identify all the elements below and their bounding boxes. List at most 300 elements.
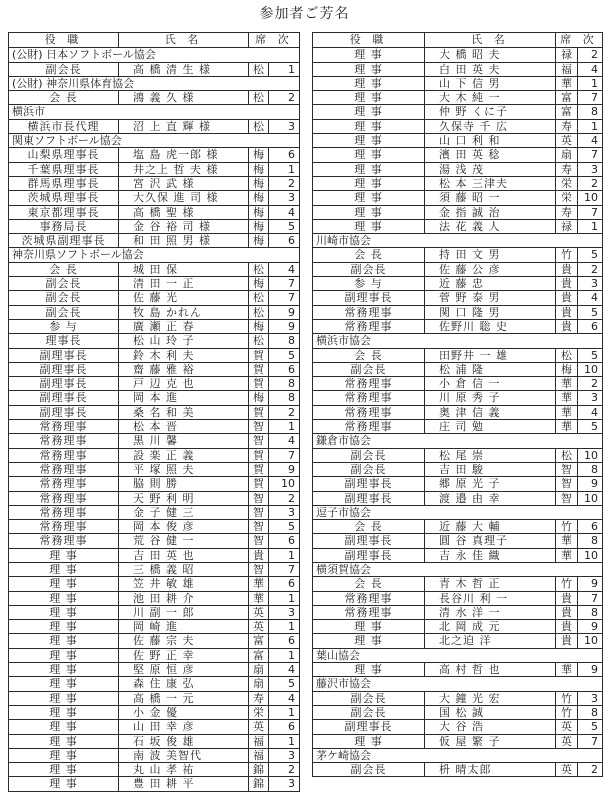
participant-row xyxy=(9,676,299,690)
role-cell: 副理事長 xyxy=(9,363,119,376)
participant-row xyxy=(313,62,602,76)
participant-row xyxy=(9,505,299,519)
name-cell: 法 花 義 人 xyxy=(425,220,556,233)
seat-cell: 貴 xyxy=(556,291,578,304)
role-cell: 副理事長 xyxy=(9,377,119,390)
seat-number-cell: 3 xyxy=(288,191,295,205)
role-cell: 常務理事 xyxy=(313,420,425,433)
role-cell: 常務理事 xyxy=(313,320,425,333)
seat-number-cell: 7 xyxy=(591,205,598,219)
seat-cell: 貴 xyxy=(249,549,269,562)
seat-number-cell: 7 xyxy=(591,91,598,105)
role-cell: 東京都理事長 xyxy=(9,206,119,219)
name-cell: 松 本 晋 xyxy=(119,420,249,433)
seat-number-cell: 1 xyxy=(288,62,295,76)
seat-cell: 松 xyxy=(556,349,578,362)
seat-number-cell: 1 xyxy=(591,119,598,133)
participant-row xyxy=(313,734,602,748)
role-cell: 理 事 xyxy=(313,620,425,633)
seat-cell: 華 xyxy=(556,420,578,433)
role-cell: 会 長 xyxy=(313,577,425,590)
participant-row xyxy=(9,233,299,247)
participant-row xyxy=(313,719,602,733)
name-cell: 佐 藤 公 彦 xyxy=(425,263,556,276)
seat-cell: 華 xyxy=(556,549,578,562)
seat-cell: 松 xyxy=(249,91,269,104)
participant-row xyxy=(9,448,299,462)
role-cell: 千葉県理事長 xyxy=(9,163,119,176)
seat-number-cell: 6 xyxy=(288,362,295,376)
group-name: 茅ケ崎協会 xyxy=(316,748,371,762)
name-cell: 平 塚 照 夫 xyxy=(119,463,249,476)
participant-row xyxy=(9,548,299,562)
name-cell: 佐 野 正 幸 xyxy=(119,649,249,662)
participant-row xyxy=(9,290,299,304)
role-cell: 常務理事 xyxy=(9,449,119,462)
name-cell: 金 指 誠 治 xyxy=(425,206,556,219)
name-cell: 荒 谷 健 一 xyxy=(119,534,249,547)
role-cell: 参 与 xyxy=(313,277,425,290)
participant-row xyxy=(9,719,299,733)
participant-row xyxy=(9,62,299,76)
name-cell: 鈴 木 利 夫 xyxy=(119,349,249,362)
participant-row xyxy=(313,476,602,490)
seat-number-cell: 2 xyxy=(288,491,295,505)
seat-cell: 禄 xyxy=(556,220,578,233)
name-cell: 岡 崎 進 xyxy=(119,620,249,633)
seat-number-cell: 9 xyxy=(288,462,295,476)
participant-row xyxy=(9,333,299,347)
participant-row xyxy=(313,190,602,204)
name-cell: 吉 永 佳 織 xyxy=(425,549,556,562)
name-cell: 高 橋 一 元 xyxy=(119,692,249,705)
seat-number-cell: 2 xyxy=(288,91,295,105)
seat-number-cell: 6 xyxy=(288,148,295,162)
name-cell: 松 山 玲 子 xyxy=(119,334,249,347)
name-cell: 川 原 秀 子 xyxy=(425,391,556,404)
seat-cell: 貴 xyxy=(556,277,578,290)
name-cell: 川 副 一 郎 xyxy=(119,606,249,619)
participant-row xyxy=(9,319,299,333)
role-cell: 茨城県副理事長 xyxy=(9,234,119,247)
participant-row xyxy=(9,176,299,190)
name-cell: 須 藤 昭 一 xyxy=(425,191,556,204)
name-cell: 小 金 優 xyxy=(119,706,249,719)
seat-number-cell: 9 xyxy=(288,319,295,333)
name-cell: 大 鐘 光 宏 xyxy=(425,692,556,705)
header-name: 氏 名 xyxy=(425,33,556,47)
participant-row xyxy=(9,591,299,605)
participant-row xyxy=(9,390,299,404)
seat-cell: 賀 xyxy=(249,477,269,490)
participant-row xyxy=(9,348,299,362)
group-name: 横須賀協会 xyxy=(316,562,371,576)
participant-row xyxy=(313,290,602,304)
name-cell: 宮 沢 武 様 xyxy=(119,177,249,190)
participant-row xyxy=(313,633,602,647)
participant-row xyxy=(313,119,602,133)
seat-cell: 貴 xyxy=(556,592,578,605)
role-cell: 茨城県理事長 xyxy=(9,191,119,204)
participant-row xyxy=(9,262,299,276)
seat-number-cell: 5 xyxy=(591,420,598,434)
participant-row xyxy=(9,462,299,476)
name-cell: 設 楽 正 義 xyxy=(119,449,249,462)
seat-number-cell: 3 xyxy=(591,162,598,176)
seat-number-cell: 6 xyxy=(288,534,295,548)
seat-number-cell: 2 xyxy=(591,377,598,391)
name-cell: 岡 本 俊 彦 xyxy=(119,520,249,533)
name-cell: 戸 辺 克 也 xyxy=(119,377,249,390)
participant-row xyxy=(9,734,299,748)
group-row xyxy=(313,676,602,690)
name-cell: 高 橋 聖 様 xyxy=(119,206,249,219)
seat-number-cell: 1 xyxy=(288,648,295,662)
participant-row xyxy=(9,433,299,447)
seat-number-cell: 3 xyxy=(591,391,598,405)
seat-number-cell: 10 xyxy=(584,191,598,205)
seat-cell: 竹 xyxy=(556,577,578,590)
role-cell: 理 事 xyxy=(313,77,425,90)
participant-row xyxy=(313,362,602,376)
seat-cell: 松 xyxy=(249,263,269,276)
role-cell: 副理事長 xyxy=(9,406,119,419)
seat-cell: 貴 xyxy=(556,606,578,619)
participant-row xyxy=(9,205,299,219)
seat-number-cell: 2 xyxy=(288,763,295,777)
seat-cell: 梅 xyxy=(556,363,578,376)
role-cell: 理 事 xyxy=(9,677,119,690)
name-cell: 清 田 一 正 xyxy=(119,277,249,290)
seat-cell: 扇 xyxy=(556,148,578,161)
seat-number-cell: 4 xyxy=(591,405,598,419)
name-cell: 枡 晴太郎 xyxy=(425,763,556,776)
participant-row xyxy=(9,748,299,762)
name-cell: 大 谷 浩 xyxy=(425,720,556,733)
participant-row xyxy=(9,162,299,176)
participant-row xyxy=(9,119,299,133)
role-cell: 会 長 xyxy=(313,520,425,533)
role-cell: 理 事 xyxy=(9,663,119,676)
seat-number-cell: 4 xyxy=(591,62,598,76)
role-cell: 副会長 xyxy=(9,291,119,304)
role-cell: 理 事 xyxy=(9,735,119,748)
seat-cell: 富 xyxy=(249,649,269,662)
name-cell: 鴻 義 久 様 xyxy=(119,91,249,104)
role-cell: 会 長 xyxy=(313,248,425,261)
header-role: 役 職 xyxy=(9,33,119,47)
seat-cell: 華 xyxy=(556,77,578,90)
participant-row xyxy=(9,519,299,533)
seat-number-cell: 5 xyxy=(591,348,598,362)
seat-cell: 福 xyxy=(556,63,578,76)
participant-row xyxy=(9,705,299,719)
seat-number-cell: 1 xyxy=(591,219,598,233)
role-cell: 理 事 xyxy=(313,48,425,61)
seat-cell: 寿 xyxy=(556,120,578,133)
seat-cell: 松 xyxy=(249,63,269,76)
role-cell: 理 事 xyxy=(9,692,119,705)
seat-cell: 松 xyxy=(249,334,269,347)
role-cell: 理 事 xyxy=(9,606,119,619)
role-cell: 常務理事 xyxy=(9,520,119,533)
seat-cell: 英 xyxy=(556,735,578,748)
role-cell: 副理事長 xyxy=(9,391,119,404)
seat-number-cell: 5 xyxy=(591,305,598,319)
role-cell: 常務理事 xyxy=(9,434,119,447)
name-cell: 佐 藤 宗 夫 xyxy=(119,634,249,647)
role-cell: 理 事 xyxy=(9,549,119,562)
role-cell: 理 事 xyxy=(313,105,425,118)
page-title: 参加者ご芳名 xyxy=(259,6,350,22)
participant-row xyxy=(313,591,602,605)
name-cell: 笠 井 敏 雄 xyxy=(119,577,249,590)
participant-row xyxy=(9,662,299,676)
seat-cell: 華 xyxy=(556,534,578,547)
name-cell: 佐野川 聡 史 xyxy=(425,320,556,333)
role-cell: 会 長 xyxy=(313,349,425,362)
seat-number-cell: 1 xyxy=(288,705,295,719)
name-cell: 小 倉 信 一 xyxy=(425,377,556,390)
group-name: 川崎市協会 xyxy=(316,234,371,248)
seat-cell: 竹 xyxy=(556,692,578,705)
group-name: 横浜市 xyxy=(12,105,45,119)
seat-number-cell: 9 xyxy=(591,620,598,634)
name-cell: 岡 本 進 xyxy=(119,391,249,404)
seat-cell: 華 xyxy=(249,592,269,605)
seat-number-cell: 8 xyxy=(591,534,598,548)
name-cell: 桑 名 和 美 xyxy=(119,406,249,419)
seat-number-cell: 4 xyxy=(591,134,598,148)
seat-cell: 寿 xyxy=(556,163,578,176)
group-name: (公財) 神奈川県体育協会 xyxy=(12,76,135,90)
name-cell: 山 口 利 和 xyxy=(425,134,556,147)
seat-cell: 富 xyxy=(556,105,578,118)
role-cell: 理 事 xyxy=(9,620,119,633)
name-cell: 松 尾 崇 xyxy=(425,449,556,462)
role-cell: 理 事 xyxy=(9,634,119,647)
seat-number-cell: 10 xyxy=(584,634,598,648)
role-cell: 理 事 xyxy=(313,634,425,647)
name-cell: 高 村 哲 也 xyxy=(425,663,556,676)
participant-row xyxy=(313,762,602,776)
seat-cell: 寿 xyxy=(249,692,269,705)
seat-number-cell: 5 xyxy=(288,348,295,362)
seat-number-cell: 9 xyxy=(591,577,598,591)
seat-cell: 竹 xyxy=(556,248,578,261)
role-cell: 副理事長 xyxy=(313,534,425,547)
header-seat: 席 次 xyxy=(560,33,598,46)
participant-row xyxy=(9,619,299,633)
participant-row xyxy=(313,305,602,319)
seat-number-cell: 5 xyxy=(288,520,295,534)
name-cell: 丸 山 孝 祐 xyxy=(119,763,249,776)
name-cell: 仲 野 くに子 xyxy=(425,105,556,118)
group-row xyxy=(313,748,602,762)
participant-row xyxy=(313,519,602,533)
role-cell: 常務理事 xyxy=(313,592,425,605)
seat-cell: 梅 xyxy=(249,206,269,219)
role-cell: 理 事 xyxy=(313,91,425,104)
name-cell: 大 橋 昭 夫 xyxy=(425,48,556,61)
seat-cell: 扇 xyxy=(249,677,269,690)
seat-cell: 智 xyxy=(249,434,269,447)
name-cell: 齋 藤 雅 裕 xyxy=(119,363,249,376)
seat-number-cell: 5 xyxy=(288,219,295,233)
seat-number-cell: 7 xyxy=(288,277,295,291)
participant-row xyxy=(313,376,602,390)
role-cell: 理 事 xyxy=(9,763,119,776)
group-name: 藤沢市協会 xyxy=(316,677,371,691)
participant-row xyxy=(9,90,299,104)
seat-cell: 華 xyxy=(556,663,578,676)
role-cell: 副会長 xyxy=(9,63,119,76)
name-cell: 脇 則 勝 xyxy=(119,477,249,490)
group-row xyxy=(313,433,602,447)
group-name: 鎌倉市協会 xyxy=(316,434,371,448)
name-cell: 塩 島 虎一郎 様 xyxy=(119,148,249,161)
seat-cell: 智 xyxy=(249,420,269,433)
group-name: (公財) 日本ソフトボール協会 xyxy=(12,48,156,62)
header-role: 役 職 xyxy=(313,33,425,47)
role-cell: 事務局長 xyxy=(9,220,119,233)
name-cell: 牧 島 かれん xyxy=(119,306,249,319)
seat-cell: 智 xyxy=(249,506,269,519)
group-row xyxy=(313,505,602,519)
name-cell: 濱 田 英 稔 xyxy=(425,148,556,161)
seat-number-cell: 4 xyxy=(288,262,295,276)
role-cell: 理 事 xyxy=(313,163,425,176)
participant-row xyxy=(313,491,602,505)
group-row xyxy=(313,562,602,576)
name-cell: 清 水 洋 一 xyxy=(425,606,556,619)
role-cell: 横浜市長代理 xyxy=(9,120,119,133)
role-cell: 常務理事 xyxy=(9,506,119,519)
seat-number-cell: 2 xyxy=(591,48,598,62)
role-cell: 理 事 xyxy=(313,191,425,204)
name-cell: 湯 浅 茂 xyxy=(425,163,556,176)
participant-row xyxy=(9,762,299,776)
group-row xyxy=(9,133,299,147)
seat-cell: 福 xyxy=(249,749,269,762)
seat-number-cell: 4 xyxy=(288,663,295,677)
seat-number-cell: 1 xyxy=(288,734,295,748)
seat-cell: 華 xyxy=(556,406,578,419)
group-row xyxy=(9,247,299,261)
seat-number-cell: 4 xyxy=(288,205,295,219)
role-cell: 会 長 xyxy=(9,91,119,104)
seat-number-cell: 7 xyxy=(288,448,295,462)
name-cell: 三 橋 義 昭 xyxy=(119,563,249,576)
seat-number-cell: 9 xyxy=(591,663,598,677)
seat-cell: 英 xyxy=(556,720,578,733)
seat-cell: 梅 xyxy=(249,320,269,333)
seat-cell: 福 xyxy=(249,735,269,748)
participant-row xyxy=(9,776,299,790)
participant-row xyxy=(313,162,602,176)
seat-number-cell: 10 xyxy=(584,448,598,462)
seat-cell: 梅 xyxy=(249,191,269,204)
seat-number-cell: 10 xyxy=(281,477,295,491)
participant-row xyxy=(313,348,602,362)
participant-row xyxy=(313,319,602,333)
name-cell: 長谷川 利 一 xyxy=(425,592,556,605)
group-row xyxy=(313,648,602,662)
name-cell: 北 岡 成 元 xyxy=(425,620,556,633)
seat-cell: 英 xyxy=(556,763,578,776)
seat-number-cell: 7 xyxy=(591,148,598,162)
seat-number-cell: 6 xyxy=(591,520,598,534)
role-cell: 参 与 xyxy=(9,320,119,333)
name-cell: 菅 野 泰 男 xyxy=(425,291,556,304)
participant-row xyxy=(9,376,299,390)
seat-cell: 貴 xyxy=(556,620,578,633)
participant-row xyxy=(313,548,602,562)
seat-cell: 梅 xyxy=(249,177,269,190)
role-cell: 理 事 xyxy=(313,663,425,676)
seat-number-cell: 9 xyxy=(591,477,598,491)
name-cell: 金 谷 裕 司 様 xyxy=(119,220,249,233)
group-name: 神奈川県ソフトボール協会 xyxy=(12,248,144,262)
name-cell: 国 松 誠 xyxy=(425,706,556,719)
participant-row xyxy=(313,104,602,118)
participant-row xyxy=(313,705,602,719)
participant-row xyxy=(9,533,299,547)
group-row xyxy=(313,333,602,347)
name-cell: 近 藤 忠 xyxy=(425,277,556,290)
seat-number-cell: 6 xyxy=(288,720,295,734)
participant-row xyxy=(313,247,602,261)
seat-cell: 錦 xyxy=(249,777,269,790)
participant-row xyxy=(313,219,602,233)
seat-cell: 賀 xyxy=(249,463,269,476)
role-cell: 副会長 xyxy=(9,306,119,319)
seat-cell: 貴 xyxy=(556,634,578,647)
role-cell: 副会長 xyxy=(313,706,425,719)
header-seat: 席 次 xyxy=(255,33,293,46)
table-header xyxy=(313,33,602,47)
participant-table-right xyxy=(312,32,603,777)
role-cell: 常務理事 xyxy=(9,534,119,547)
name-cell: 仮 屋 繁 子 xyxy=(425,735,556,748)
name-cell: 井之上 哲 夫 様 xyxy=(119,163,249,176)
seat-cell: 智 xyxy=(249,534,269,547)
role-cell: 山梨県理事長 xyxy=(9,148,119,161)
seat-cell: 英 xyxy=(249,620,269,633)
participant-row xyxy=(313,619,602,633)
seat-cell: 智 xyxy=(249,492,269,505)
seat-number-cell: 3 xyxy=(591,277,598,291)
name-cell: 大 木 純 一 xyxy=(425,91,556,104)
seat-cell: 富 xyxy=(556,91,578,104)
participant-row xyxy=(313,405,602,419)
seat-cell: 賀 xyxy=(249,449,269,462)
name-cell: 金 子 健 三 xyxy=(119,506,249,519)
role-cell: 副理事長 xyxy=(313,477,425,490)
seat-number-cell: 10 xyxy=(584,548,598,562)
seat-cell: 英 xyxy=(249,606,269,619)
seat-number-cell: 8 xyxy=(591,105,598,119)
name-cell: 天 野 利 明 xyxy=(119,492,249,505)
seat-number-cell: 1 xyxy=(288,591,295,605)
participant-row xyxy=(9,562,299,576)
participant-row xyxy=(9,362,299,376)
seat-cell: 智 xyxy=(556,492,578,505)
seat-cell: 梅 xyxy=(249,234,269,247)
seat-cell: 賀 xyxy=(249,363,269,376)
participant-row xyxy=(313,262,602,276)
seat-cell: 華 xyxy=(556,391,578,404)
